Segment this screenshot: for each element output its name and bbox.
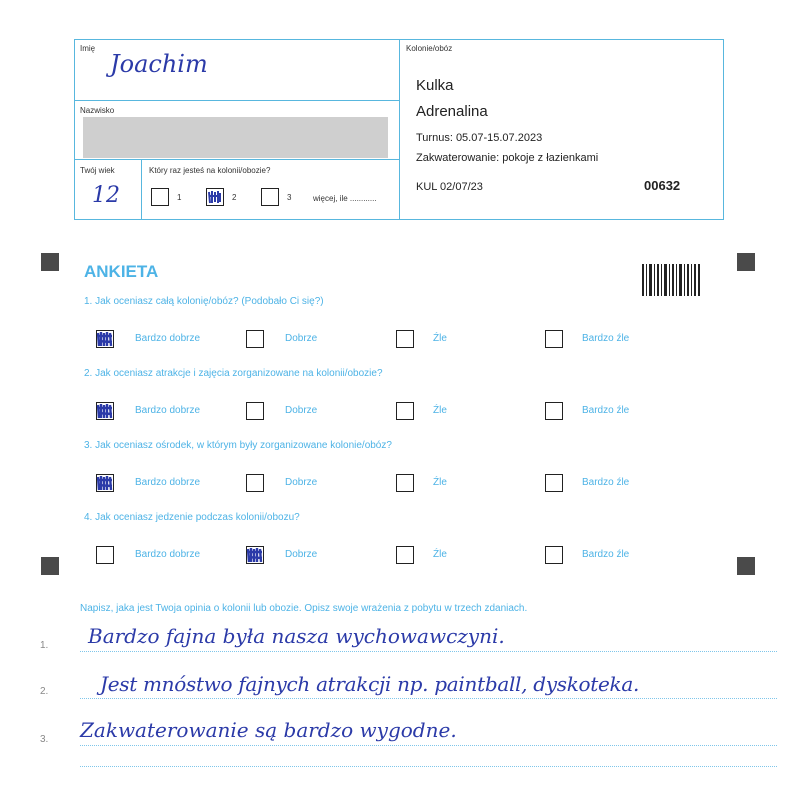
registration-mark-top-right: [737, 253, 755, 271]
checkmark-scribble-icon: [206, 188, 224, 206]
survey-title: ANKIETA: [84, 262, 159, 281]
question-2-checkbox-4[interactable]: [545, 402, 563, 420]
checkmark-scribble-icon: [96, 402, 114, 420]
question-4-checkbox-1[interactable]: [96, 546, 114, 564]
question-1-option-4-label: Bardzo źle: [582, 333, 630, 344]
registration-mark-bottom-right: [737, 557, 755, 575]
question-3-option-2-label: Dobrze: [285, 477, 318, 488]
question-4-checkbox-4[interactable]: [545, 546, 563, 564]
question-2-option-2-label: Dobrze: [285, 405, 318, 416]
registration-mark-bottom-left: [41, 557, 59, 575]
question-3-text: 3. Jak oceniasz ośrodek, w którym były zorganizowane kolonie/obóz?: [84, 440, 392, 451]
question-3-checkbox-2[interactable]: [246, 474, 264, 492]
name-value[interactable]: Joachim: [110, 50, 208, 78]
question-1-option-3-label: Źle: [433, 333, 447, 344]
opinion-answer-1[interactable]: Bardzo fajna była nasza wychowawczyni.: [88, 624, 505, 648]
times-option-1: 1: [177, 193, 182, 202]
accommodation: Zakwaterowanie: pokoje z łazienkami: [416, 152, 599, 164]
question-2-text: 2. Jak oceniasz atrakcje i zajęcia zorganizowane na kolonii/obozie?: [84, 368, 383, 379]
question-2-checkbox-3[interactable]: [396, 402, 414, 420]
question-3-checkbox-3[interactable]: [396, 474, 414, 492]
times-checkbox-1[interactable]: [151, 188, 169, 206]
times-checkbox-3[interactable]: [261, 188, 279, 206]
checkmark-scribble-icon: [96, 330, 114, 348]
opinion-answer-2[interactable]: Jest mnóstwo fajnych atrakcji np. paintball, dyskoteka.: [100, 672, 640, 696]
surname-redaction: [83, 117, 388, 158]
question-2-option-4-label: Bardzo źle: [582, 405, 630, 416]
question-3-checkbox-4[interactable]: [545, 474, 563, 492]
line-number-3: 3.: [40, 734, 49, 745]
times-more-label: więcej, ile ............: [313, 194, 377, 203]
question-1-checkbox-1[interactable]: [96, 330, 114, 348]
age-value[interactable]: 12: [92, 183, 120, 208]
question-2-option-3-label: Źle: [433, 405, 447, 416]
question-1-text: 1. Jak oceniasz całą kolonię/obóz? (Podobało Ci się?): [84, 296, 324, 307]
question-1-option-1-label: Bardzo dobrze: [135, 333, 201, 344]
times-checkbox-2[interactable]: [206, 188, 224, 206]
turnus: Turnus: 05.07-15.07.2023: [416, 132, 543, 144]
question-4-checkbox-3[interactable]: [396, 546, 414, 564]
question-4-option-1-label: Bardzo dobrze: [135, 549, 201, 560]
age-label: Twój wiek: [80, 166, 115, 175]
opinion-prompt: Napisz, jaka jest Twoja opinia o kolonii lub obozie. Opisz swoje wrażenia z pobytu w trzech zdaniach.: [80, 603, 528, 614]
question-2-checkbox-2[interactable]: [246, 402, 264, 420]
opinion-answer-3[interactable]: Zakwaterowanie są bardzo wygodne.: [80, 718, 457, 742]
question-1-checkbox-3[interactable]: [396, 330, 414, 348]
times-label: Który raz jesteś na kolonii/obozie?: [149, 166, 271, 175]
question-2-option-1-label: Bardzo dobrze: [135, 405, 201, 416]
answer-line-1: [80, 651, 777, 652]
checkmark-scribble-icon: [246, 546, 264, 564]
times-option-2: 2: [232, 193, 237, 202]
question-1-checkbox-2[interactable]: [246, 330, 264, 348]
question-1-checkbox-4[interactable]: [545, 330, 563, 348]
form-number: 00632: [644, 178, 681, 193]
question-2-checkbox-1[interactable]: [96, 402, 114, 420]
surname-label: Nazwisko: [80, 106, 115, 115]
answer-line-4: [80, 766, 777, 767]
name-label: Imię: [80, 44, 96, 53]
question-4-text: 4. Jak oceniasz jedzenie podczas kolonii/obozu?: [84, 512, 300, 523]
question-3-option-4-label: Bardzo źle: [582, 477, 630, 488]
question-4-option-2-label: Dobrze: [285, 549, 318, 560]
camp-code: KUL 02/07/23: [416, 181, 483, 193]
question-3-checkbox-1[interactable]: [96, 474, 114, 492]
answer-line-2: [80, 698, 777, 699]
checkmark-scribble-icon: [96, 474, 114, 492]
camp-name-1: Kulka: [416, 77, 454, 94]
question-3-option-3-label: Źle: [433, 477, 447, 488]
question-4-option-4-label: Bardzo źle: [582, 549, 630, 560]
question-3-option-1-label: Bardzo dobrze: [135, 477, 201, 488]
question-1-option-2-label: Dobrze: [285, 333, 318, 344]
answer-line-3: [80, 745, 777, 746]
line-number-1: 1.: [40, 640, 49, 651]
question-4-option-3-label: Źle: [433, 549, 447, 560]
question-4-checkbox-2[interactable]: [246, 546, 264, 564]
registration-mark-top-left: [41, 253, 59, 271]
barcode-icon: [642, 264, 700, 296]
times-option-3: 3: [287, 193, 292, 202]
camp-name-2: Adrenalina: [416, 103, 488, 120]
camp-label: Kolonie/obóz: [406, 44, 453, 53]
line-number-2: 2.: [40, 686, 49, 697]
